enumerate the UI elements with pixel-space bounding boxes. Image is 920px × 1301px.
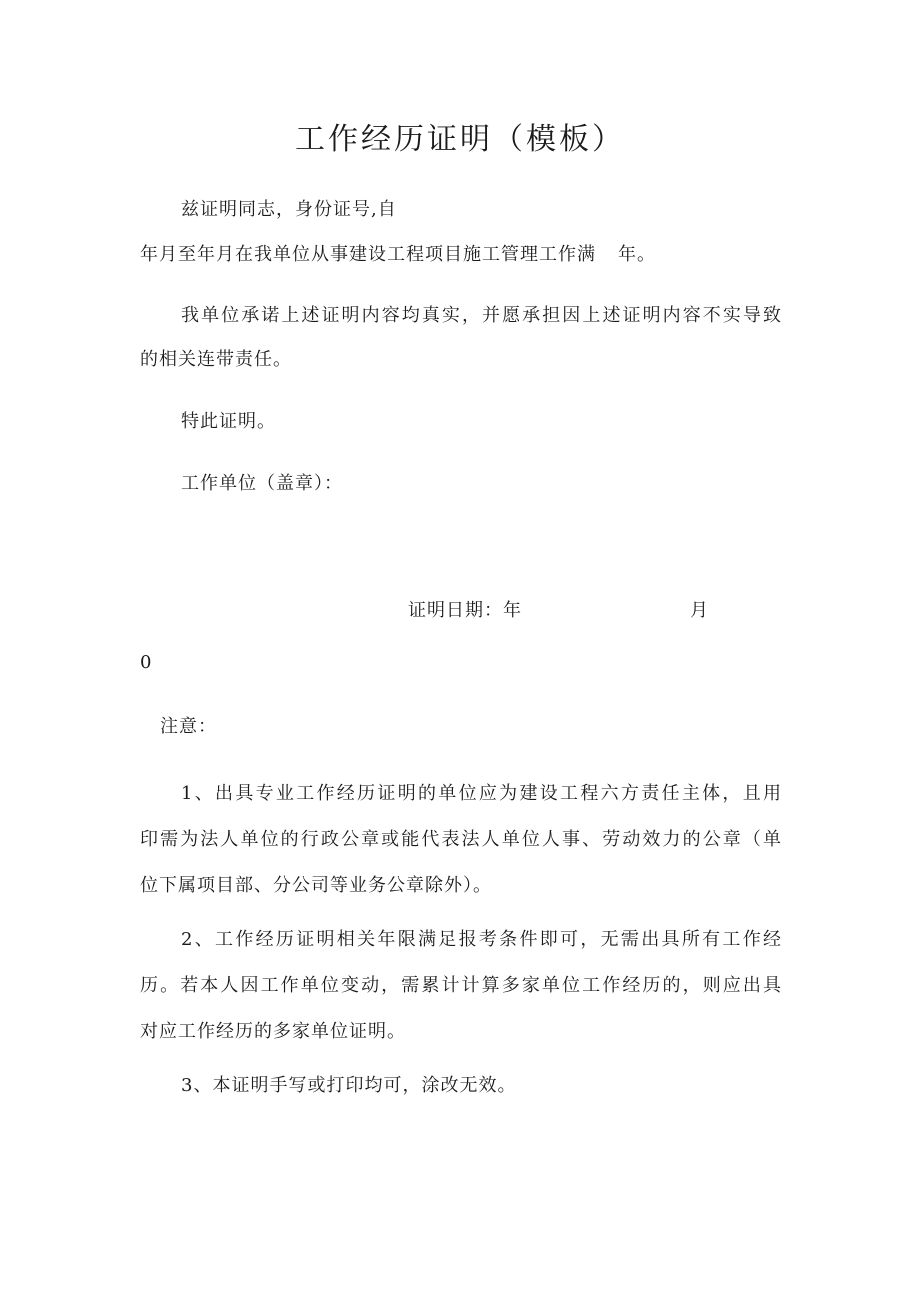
hereby-certify: 特此证明。 [181,411,276,432]
note-2-line-2: 历。若本人因工作单位变动，需累计计算多家单位工作经历的，则应出具 [140,975,781,996]
certificate-date-label: 证明日期：年 [408,600,522,621]
intro-line-2-end: 年。 [618,244,656,265]
note-1-line-3: 位下属项目部、分公司等业务公章除外）。 [140,875,492,896]
note-3-line-1: 3、本证明手写或打印均可，涂改无效。 [181,1075,517,1096]
note-1-line-2: 印需为法人单位的行政公章或能代表法人单位人事、劳动效力的公章（单 [140,829,781,850]
stray-zero: 0 [140,652,153,673]
note-1-line-1: 1、出具专业工作经历证明的单位应为建设工程六方责任主体，且用 [181,783,781,804]
intro-line-1: 兹证明同志，身份证号,自 [181,199,397,220]
intro-line-2-main: 年月至年月在我单位从事建设工程项目施工管理工作满 [140,244,596,265]
employer-seal-label: 工作单位（盖章）： [181,473,343,494]
intro-line-2 [140,244,656,266]
note-2-line-1: 2、工作经历证明相关年限满足报考条件即可，无需出具所有工作经 [181,929,781,950]
commitment-line-2: 的相关连带责任。 [140,349,292,370]
certificate-date-month: 月 [690,600,709,621]
commitment-line-1: 我单位承诺上述证明内容均真实，并愿承担因上述证明内容不实导致 [181,305,781,326]
document-title: 工作经历证明（模板） [295,122,625,157]
notes-heading: 注意： [160,716,217,737]
note-2-line-3: 对应工作经历的多家单位证明。 [140,1021,406,1042]
